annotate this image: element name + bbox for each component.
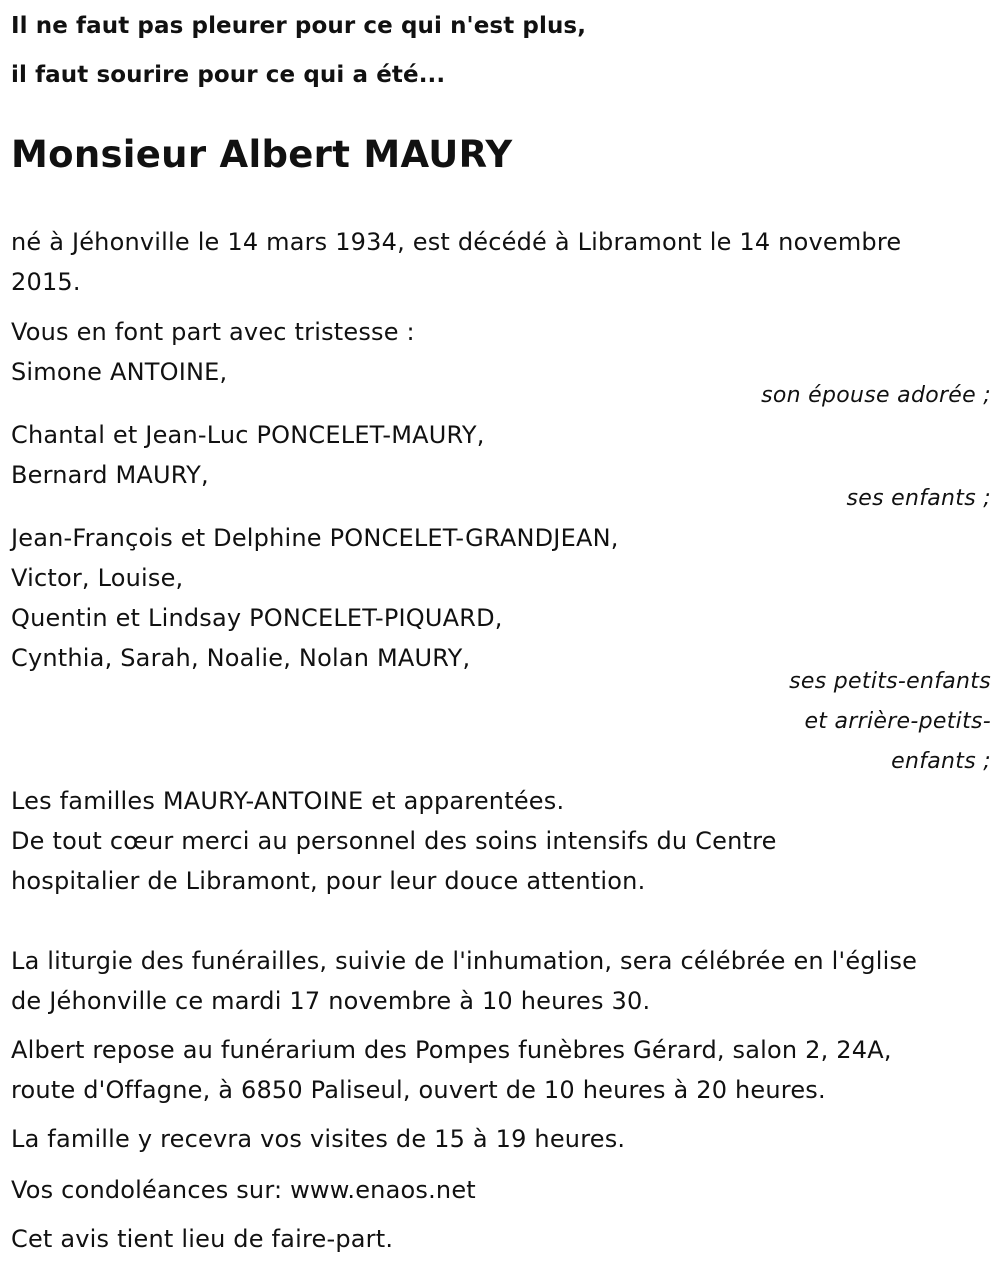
relation-label: ses petits-enfants [789,669,991,694]
visits-info: La famille y recevra vos visites de 15 à 19 heures. [11,1125,626,1153]
extended-family: Les familles MAURY-ANTOINE et apparentées. [11,787,565,815]
quote-line-1: Il ne faut pas pleurer pour ce qui n'est plus, [11,13,587,39]
notice-text: Cet avis tient lieu de faire-part. [11,1225,394,1253]
relation-label: ses enfants ; [846,486,991,511]
condolences-info: Vos condoléances sur: www.enaos.net [11,1176,476,1204]
announcement-intro: Vous en font part avec tristesse : [11,318,415,346]
quote-line-2: il faut sourire pour ce qui a été... [11,62,446,88]
family-member: Bernard MAURY, [11,461,209,489]
thanks-line-1: De tout cœur merci au personnel des soins intensifs du Centre [11,827,777,855]
thanks-line-2: hospitalier de Libramont, pour leur douce attention. [11,867,646,895]
family-member: Jean-François et Delphine PONCELET-GRANDJEAN, [11,524,619,552]
deceased-name: Monsieur Albert MAURY [11,133,513,176]
relation-label: enfants ; [891,749,991,774]
birth-death-line-2: 2015. [11,268,81,296]
viewing-line-1: Albert repose au funérarium des Pompes funèbres Gérard, salon 2, 24A, [11,1036,892,1064]
family-member: Cynthia, Sarah, Noalie, Nolan MAURY, [11,644,471,672]
funeral-line-1: La liturgie des funérailles, suivie de l'inhumation, sera célébrée en l'église [11,947,918,975]
family-member: Victor, Louise, [11,564,184,592]
family-member: Chantal et Jean-Luc PONCELET-MAURY, [11,421,485,449]
family-member: Simone ANTOINE, [11,358,228,386]
birth-death-line-1: né à Jéhonville le 14 mars 1934, est décédé à Libramont le 14 novembre [11,228,902,256]
funeral-line-2: de Jéhonville ce mardi 17 novembre à 10 heures 30. [11,987,651,1015]
relation-label: son épouse adorée ; [761,383,991,408]
relation-label: et arrière-petits- [804,709,991,734]
family-member: Quentin et Lindsay PONCELET-PIQUARD, [11,604,503,632]
viewing-line-2: route d'Offagne, à 6850 Paliseul, ouvert de 10 heures à 20 heures. [11,1076,826,1104]
